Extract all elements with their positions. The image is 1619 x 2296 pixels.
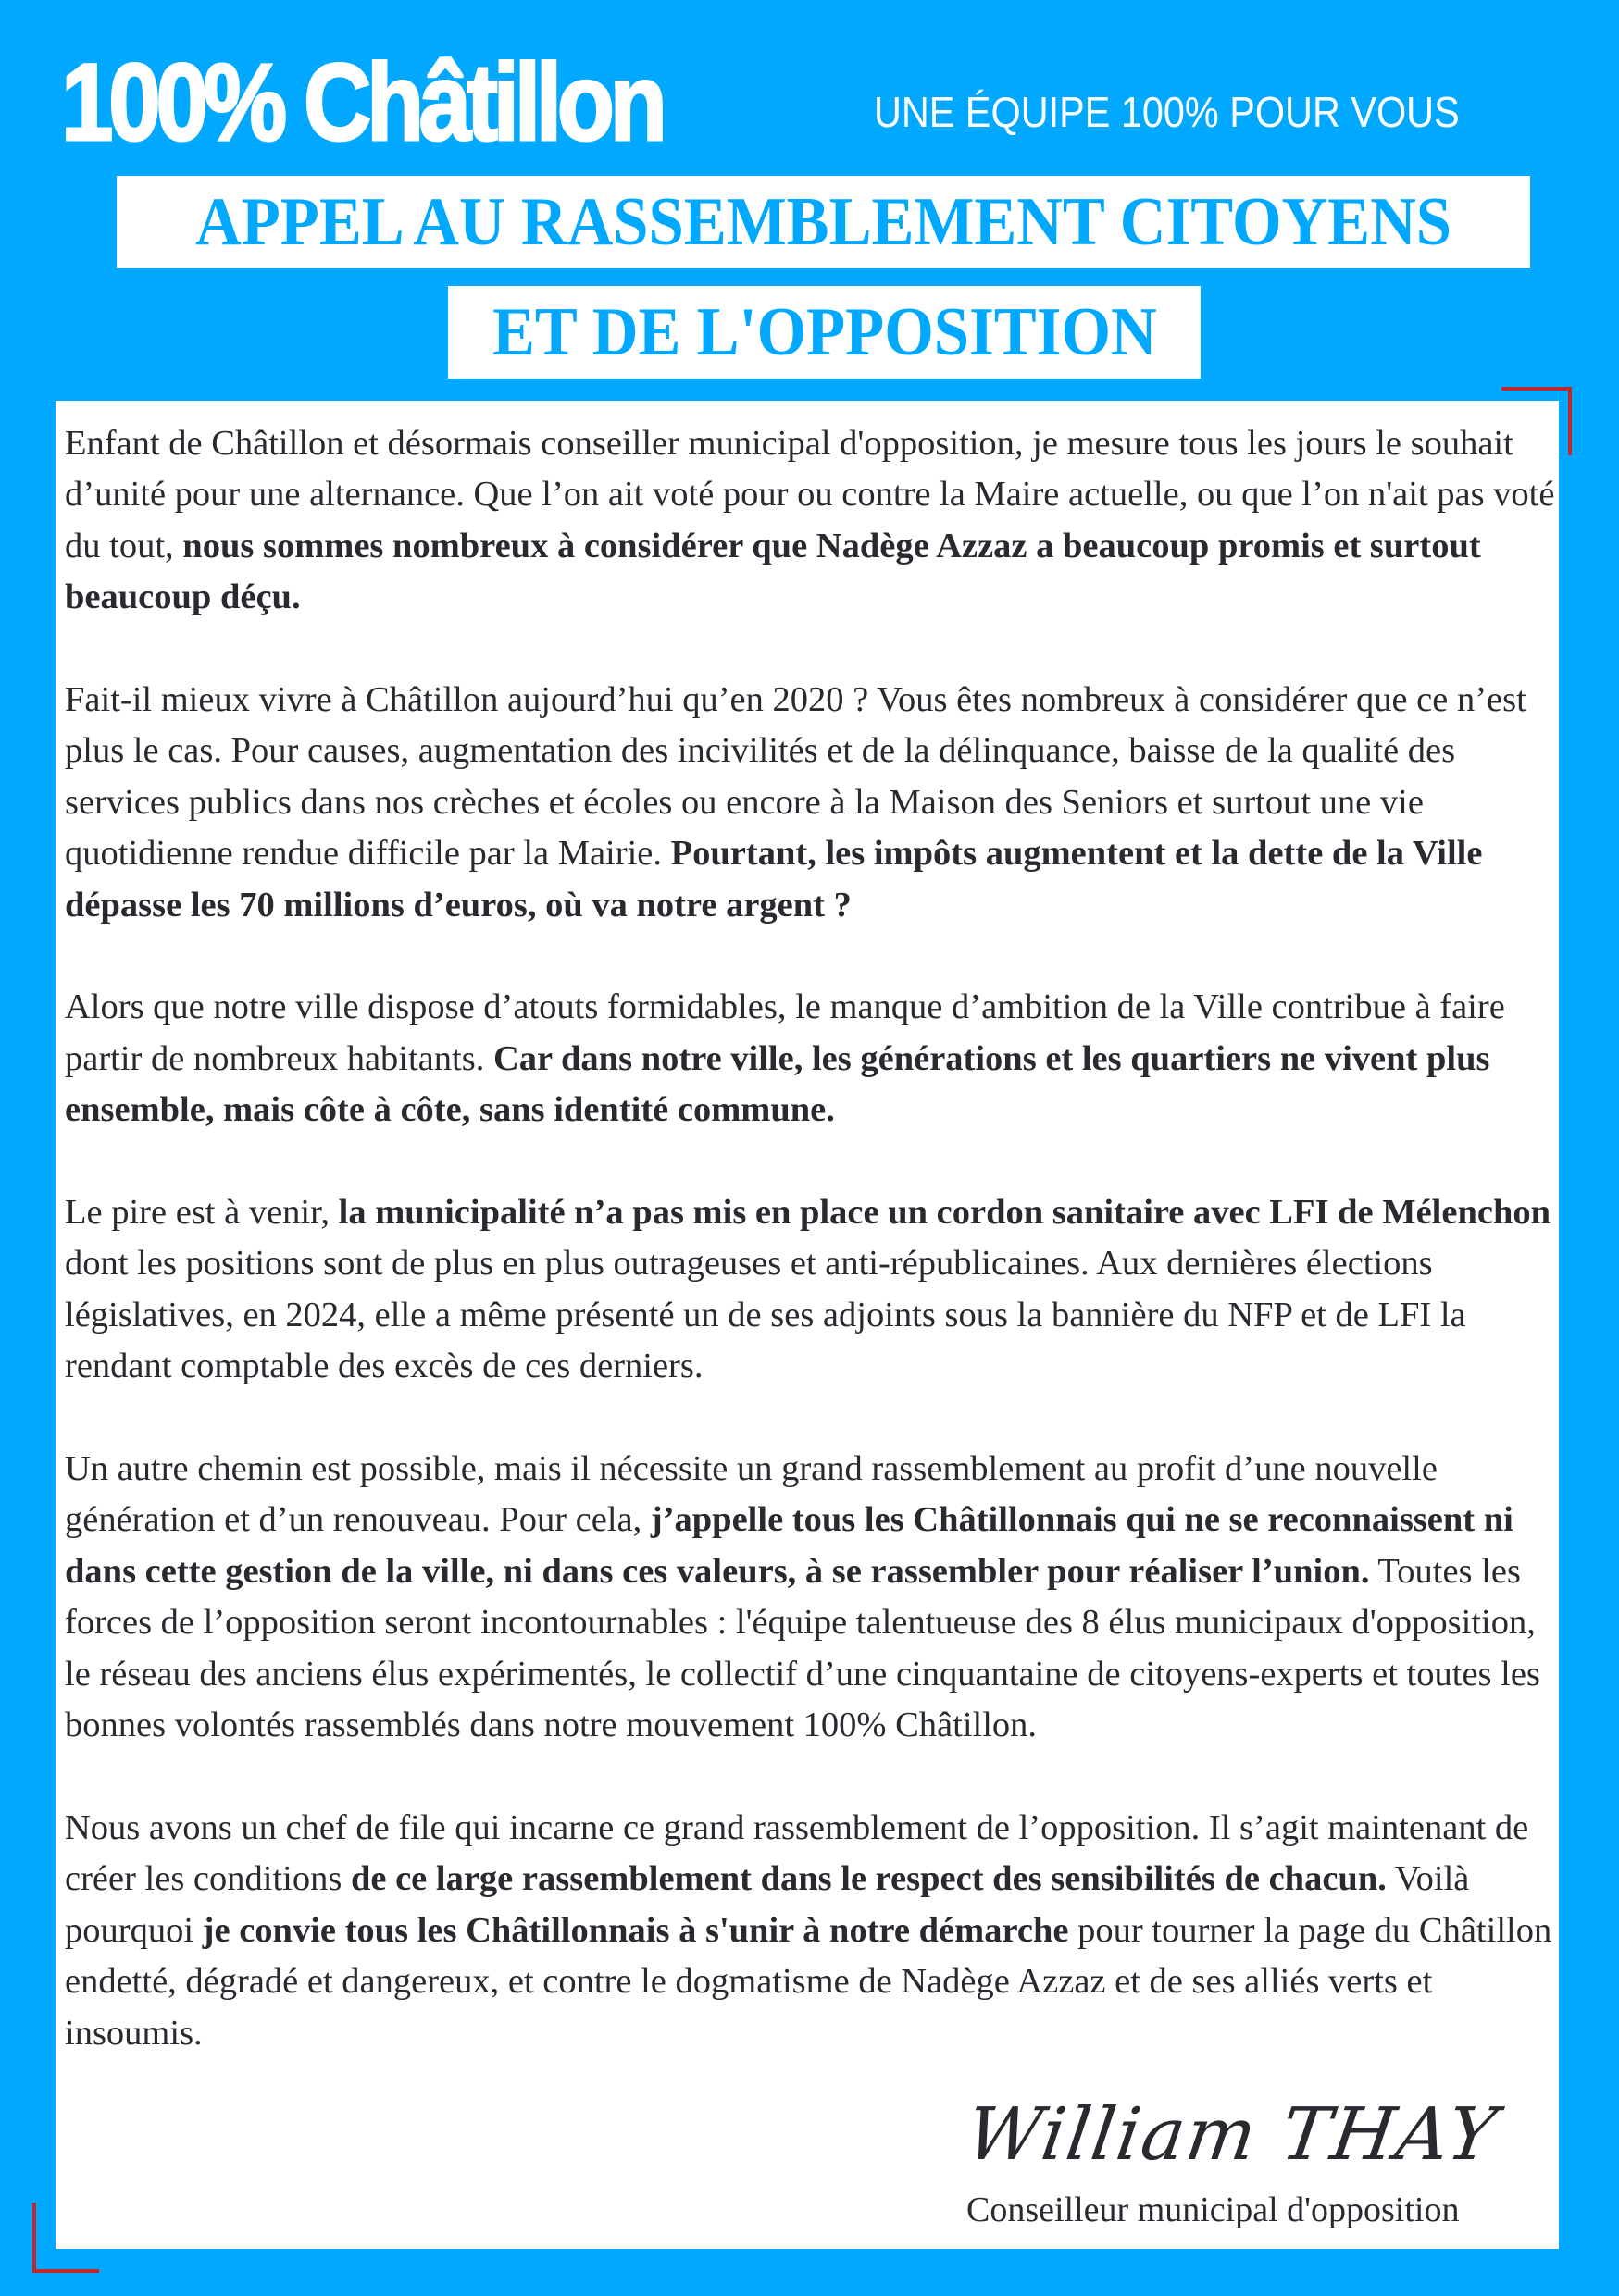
corner-mark-bottom-left [32,2203,99,2273]
paragraph-text: Le pire est à venir, [65,1193,339,1233]
paragraph [65,1187,1560,1393]
emphasized-text: j’appelle tous les Châtillonnais qui ne se reconnaissent ni dans cette gestion de la ville, ni dans ces valeurs, à se rassembler pour réaliser l’union. [65,1500,1513,1591]
emphasized-text: de ce large rassemblement dans le respect des sensibilités de chacun. [350,1859,1387,1899]
paragraph-text: pour tourner la page du Châtillon endetté, dégradé et dangereux, et contre le dogmatisme de Nadège Azzaz et de ses alliés verts et insoumis. [65,1910,1552,2053]
emphasized-text: je convie tous les Châtillonnais à s'unir à notre démarche [202,1910,1069,1950]
emphasized-text: nous sommes nombreux à considérer que Nadège Azzaz a beaucoup promis et surtout beaucoup déçu. [65,526,1481,617]
emphasized-text: Car dans notre ville, les générations et les quartiers ne vivent plus ensemble, mais côte à côte, sans identité commune. [65,1038,1490,1130]
title-box-1 [117,176,1530,268]
letter-body [65,418,1560,2110]
paragraph-text: Toutes les forces de l’opposition seront incontournables : l'équipe talentueuse des 8 élus municipaux d'opposition, le réseau des anciens élus expérimentés, le collectif d’une cinquantaine de citoyens-experts et toutes les bonnes volontés rassemblés dans notre mouvement 100% Châtillon. [65,1551,1540,1745]
paragraph-text: dont les positions sont de plus en plus outrageuses et anti-républicaines. Aux dernières élections législatives, en 2024, elle a même présenté un de ses adjoints sous la bannière du NFP et de LFI la rendant comptable des excès de ces derniers. [65,1244,1466,1386]
paragraph [65,982,1560,1136]
title-line-1: APPEL AU RASSEMBLEMENT CITOYENS [195,183,1451,260]
signature-role: Conseilleur municipal d'opposition [966,2191,1460,2229]
title-line-2: ET DE L'OPPOSITION [492,293,1157,370]
paragraph-text: Voilà pourquoi [65,1859,1470,1950]
paragraph [65,1803,1560,2059]
emphasized-text: Pourtant, les impôts augmentent et la dette de la Ville dépasse les 70 millions d’euros, où va notre argent ? [65,834,1483,925]
emphasized-text: la municipalité n’a pas mis en place un cordon sanitaire avec LFI de Mélenchon [338,1193,1551,1233]
title-box-2 [448,286,1201,379]
paragraph-text: Enfant de Châtillon et désormais conseiller municipal d'opposition, je mesure tous les jours le souhait d’unité pour une alternance. Que l’on ait voté pour ou contre la Maire actuelle, ou que l’on n'ait pas voté du tout, [65,424,1555,565]
brand-logo: 100% Châtillon [61,42,663,164]
paragraph-text: Fait-il mieux vivre à Châtillon aujourd’hui qu’en 2020 ? Vous êtes nombreux à considérer que ce n’est plus le cas. Pour causes, augmentation des incivilités et de la délinquance, baisse de la qualité des services publics dans nos crèches et écoles ou encore à la Maison des Seniors et surtout une vie quotidienne rendue difficile par la Mairie. [65,680,1526,874]
tagline: UNE ÉQUIPE 100% POUR VOUS [874,88,1460,136]
paragraph [65,418,1560,624]
paragraph-text: Alors que notre ville dispose d’atouts formidables, le manque d’ambition de la Ville contribue à faire partir de nombreux habitants. [65,987,1505,1078]
paragraph-text: Un autre chemin est possible, mais il nécessite un grand rassemblement au profit d’une nouvelle génération et d’un renouveau. Pour cela, [65,1449,1438,1540]
paragraph [65,1444,1560,1751]
signature-name: William THAY [961,2093,1503,2177]
paragraph-text: Nous avons un chef de file qui incarne ce grand rassemblement de l’opposition. Il s’agit maintenant de créer les conditions [65,1807,1529,1899]
paragraph [65,675,1560,931]
